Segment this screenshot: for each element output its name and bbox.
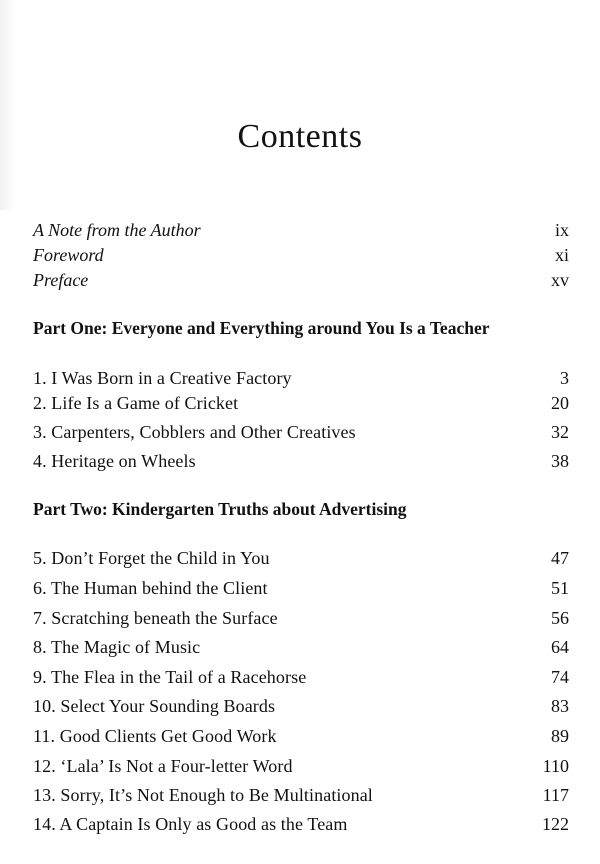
toc-chapter-10[interactable] [33,696,569,720]
toc-entry-page: 117 [542,785,569,805]
toc-chapter-1[interactable] [33,368,569,392]
toc-entry-page: 47 [551,548,569,568]
toc-entry-title: Foreword [33,245,104,265]
toc-chapter-13[interactable] [33,785,569,809]
toc-entry-page: 83 [551,696,569,716]
toc-chapter-9[interactable] [33,667,569,691]
toc-entry-title: 6. The Human behind the Client [33,578,268,598]
toc-entry-title: 3. Carpenters, Cobblers and Other Creatives [33,422,356,442]
toc-chapter-11[interactable] [33,726,569,750]
toc-entry-page: 38 [551,451,569,471]
toc-entry-title: 1. I Was Born in a Creative Factory [33,368,292,388]
page-edge-shadow [0,0,14,210]
toc-chapter-5[interactable] [33,548,569,572]
toc-entry-page: 110 [542,756,569,776]
toc-entry-page: 56 [551,608,569,628]
toc-chapter-7[interactable] [33,608,569,632]
toc-entry-title: 12. ‘Lala’ Is Not a Four-letter Word [33,756,293,776]
toc-chapter-6[interactable] [33,578,569,602]
toc-entry-title: 8. The Magic of Music [33,637,201,657]
toc-entry-preface[interactable] [33,270,569,294]
toc-entry-foreword[interactable] [33,245,569,269]
toc-entry-title: A Note from the Author [33,220,201,240]
toc-entry-page: 32 [551,422,569,442]
toc-entry-page: 51 [551,578,569,598]
toc-entry-page: ix [554,220,569,240]
toc-entry-page: 3 [560,368,569,388]
toc-chapter-14[interactable] [33,814,569,838]
toc-entry-page: 89 [551,726,569,746]
toc-entry-page: xv [551,270,569,290]
page-title: Contents [237,118,363,155]
toc-entry-title: Preface [33,270,89,290]
toc-chapter-12[interactable] [33,756,569,780]
toc-chapter-4[interactable] [33,451,569,475]
toc-entry-title: 7. Scratching beneath the Surface [33,608,278,628]
part-one-heading: Part One: Everyone and Everything around You Is a Teacher [33,318,490,338]
part-two-heading: Part Two: Kindergarten Truths about Advertising [33,499,407,519]
toc-entry-page: 20 [551,393,569,413]
toc-entry-title: 2. Life Is a Game of Cricket [33,393,239,413]
toc-entry-page: xi [554,245,569,265]
toc-entry-title: 5. Don’t Forget the Child in You [33,548,270,568]
toc-entry-note-from-author[interactable] [33,220,569,244]
toc-entry-title: 9. The Flea in the Tail of a Racehorse [33,667,307,687]
toc-entry-title: 14. A Captain Is Only as Good as the Team [33,814,348,834]
toc-chapter-8[interactable] [33,637,569,661]
toc-entry-page: 74 [551,667,569,687]
toc-entry-page: 64 [551,637,569,657]
toc-entry-title: 10. Select Your Sounding Boards [33,696,276,716]
toc-entry-title: 13. Sorry, It’s Not Enough to Be Multinational [33,785,373,805]
toc-entry-title: 11. Good Clients Get Good Work [33,726,277,746]
toc-chapter-2[interactable] [33,393,569,417]
toc-entry-title: 4. Heritage on Wheels [33,451,196,471]
toc-entry-page: 122 [542,814,569,834]
toc-chapter-3[interactable] [33,422,569,446]
